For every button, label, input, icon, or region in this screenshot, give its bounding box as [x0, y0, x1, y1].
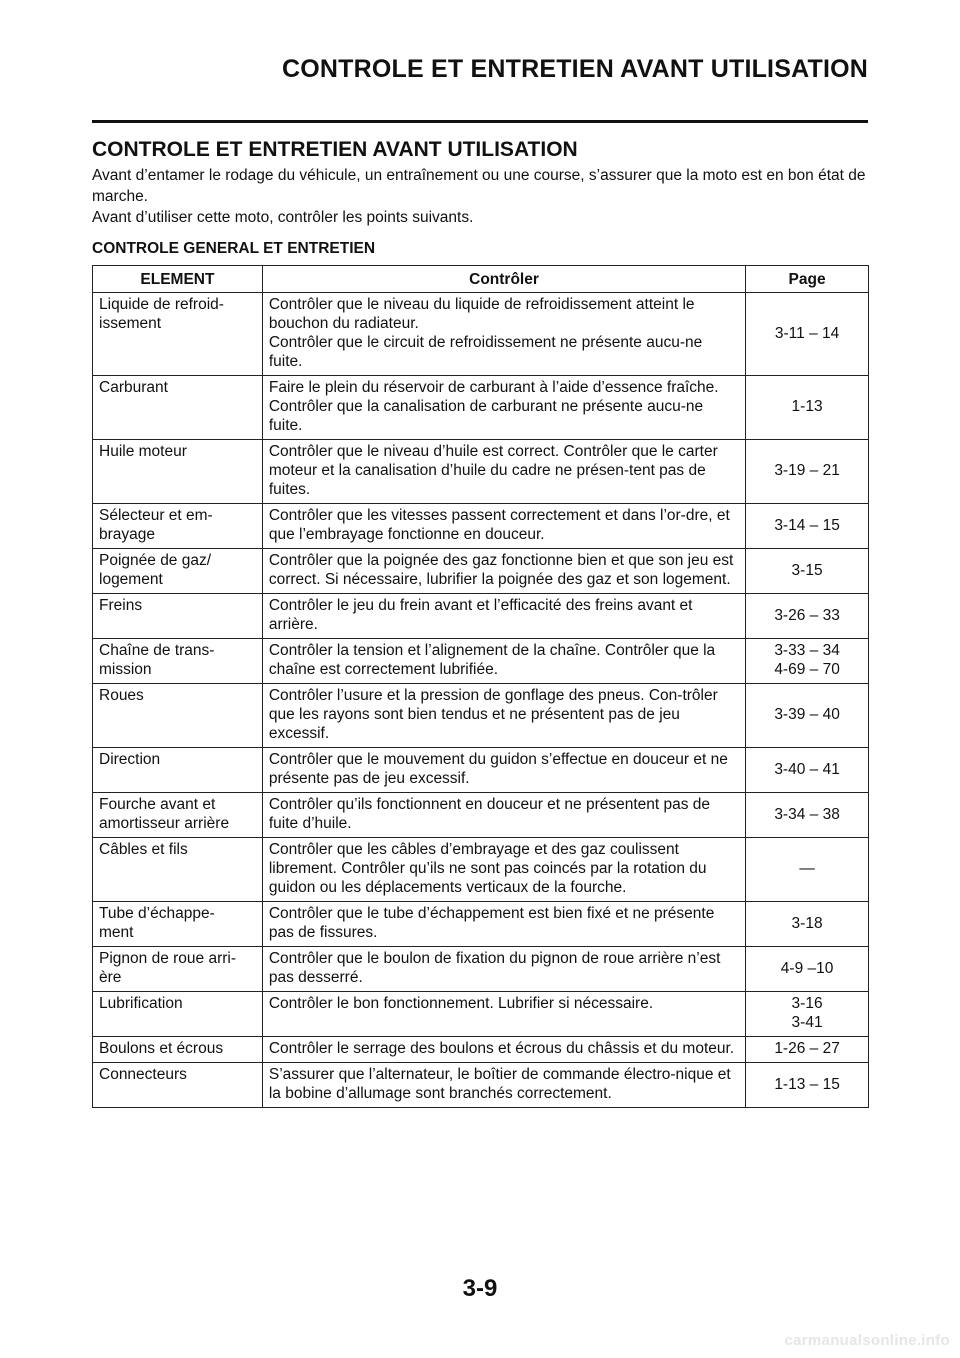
cell-page: 4-9 –10 [746, 947, 869, 992]
cell-control: Contrôler que la poignée des gaz fonctionne bien et que son jeu est correct. Si nécessaire, lubrifier la poignée des gaz et son logement. [262, 549, 745, 594]
table-row [93, 594, 869, 639]
table-row [93, 639, 869, 684]
cell-element: Liquide de refroid- issement [93, 293, 263, 376]
cell-control: Faire le plein du réservoir de carburant à l’aide d’essence fraîche. Contrôler que la canalisation de carburant ne présente aucu-ne fuite. [262, 376, 745, 440]
cell-page: 3-14 – 15 [746, 504, 869, 549]
running-header: CONTROLE ET ENTRETIEN AVANT UTILISATION [281, 55, 868, 83]
cell-page: 3-26 – 33 [746, 594, 869, 639]
table-row [93, 947, 869, 992]
cell-control: Contrôler l’usure et la pression de gonflage des pneus. Con-trôler que les rayons sont bien tendus et ne présentent pas de jeu excessif. [262, 684, 745, 748]
cell-control: Contrôler que le tube d’échappement est bien fixé et ne présente pas de fissures. [262, 902, 745, 947]
cell-element: Fourche avant et amortisseur arrière [93, 793, 263, 838]
cell-element: Pignon de roue arri- ère [93, 947, 263, 992]
cell-control: Contrôler que les vitesses passent correctement et dans l’or-dre, et que l’embrayage fonctionne en douceur. [262, 504, 745, 549]
column-header-page: Page [746, 266, 869, 293]
table-header-row [93, 266, 869, 293]
cell-element: Freins [93, 594, 263, 639]
table-row [93, 549, 869, 594]
page-number: 3-9 [462, 1275, 498, 1302]
cell-element: Lubrification [93, 992, 263, 1037]
cell-element: Huile moteur [93, 440, 263, 504]
cell-page: 1-13 – 15 [746, 1063, 869, 1108]
table-row [93, 793, 869, 838]
intro-paragraph: Avant d’utiliser cette moto, contrôler les points suivants. [92, 209, 474, 226]
cell-page: 1-26 – 27 [746, 1037, 869, 1063]
cell-page: 3-40 – 41 [746, 748, 869, 793]
cell-page: — [746, 838, 869, 902]
intro-text [92, 165, 868, 228]
cell-page: 3-11 – 14 [746, 293, 869, 376]
cell-element: Chaîne de trans- mission [93, 639, 263, 684]
cell-control: S’assurer que l’alternateur, le boîtier de commande électro-nique et la bobine d’allumage sont branchés correctement. [262, 1063, 745, 1108]
cell-control: Contrôler le serrage des boulons et écrous du châssis et du moteur. [262, 1037, 745, 1063]
cell-page: 3-19 – 21 [746, 440, 869, 504]
header-rule [92, 120, 868, 123]
table-body [93, 293, 869, 1108]
table-row [93, 748, 869, 793]
table-title: CONTROLE GENERAL ET ENTRETIEN [92, 240, 376, 257]
cell-control: Contrôler que le boulon de fixation du pignon de roue arrière n’est pas desserré. [262, 947, 745, 992]
cell-control: Contrôler que le niveau du liquide de refroidissement atteint le bouchon du radiateur. Contrôler que le circuit de refroidissement ne présente aucu-ne fuite. [262, 293, 745, 376]
cell-element: Direction [93, 748, 263, 793]
cell-control: Contrôler qu’ils fonctionnent en douceur et ne présentent pas de fuite d’huile. [262, 793, 745, 838]
table-row [93, 504, 869, 549]
cell-control: Contrôler que le niveau d’huile est correct. Contrôler que le carter moteur et la canalisation d’huile du cadre ne présen-tent pas de fuites. [262, 440, 745, 504]
table-row [93, 1037, 869, 1063]
cell-page: 1-13 [746, 376, 869, 440]
table-row [93, 1063, 869, 1108]
table-row [93, 684, 869, 748]
cell-control: Contrôler la tension et l’alignement de la chaîne. Contrôler que la chaîne est correctement lubrifiée. [262, 639, 745, 684]
cell-page: 3-16 3-41 [746, 992, 869, 1037]
cell-control: Contrôler le bon fonctionnement. Lubrifier si nécessaire. [262, 992, 745, 1037]
table-row [93, 902, 869, 947]
cell-page: 3-15 [746, 549, 869, 594]
cell-control: Contrôler que le mouvement du guidon s’effectue en douceur et ne présente pas de jeu excessif. [262, 748, 745, 793]
table-row [93, 293, 869, 376]
cell-page: 3-39 – 40 [746, 684, 869, 748]
cell-element: Sélecteur et em- brayage [93, 504, 263, 549]
cell-page: 3-18 [746, 902, 869, 947]
column-header-element: ELEMENT [93, 266, 263, 293]
table-row [93, 992, 869, 1037]
cell-page: 3-34 – 38 [746, 793, 869, 838]
cell-control: Contrôler que les câbles d’embrayage et des gaz coulissent librement. Contrôler qu’ils ne sont pas coincés par la rotation du guidon ou les déplacements verticaux de la fourche. [262, 838, 745, 902]
watermark: carmanualsonline.info [784, 1332, 950, 1349]
table-row [93, 376, 869, 440]
cell-element: Connecteurs [93, 1063, 263, 1108]
cell-element: Boulons et écrous [93, 1037, 263, 1063]
cell-element: Tube d’échappe- ment [93, 902, 263, 947]
column-header-control: Contrôler [262, 266, 745, 293]
cell-element: Câbles et fils [93, 838, 263, 902]
cell-element: Roues [93, 684, 263, 748]
intro-paragraph: Avant d’entamer le rodage du véhicule, un entraînement ou une course, s’assurer que la moto est en bon état de marche. [92, 167, 866, 205]
table-row [93, 838, 869, 902]
cell-control: Contrôler le jeu du frein avant et l’efficacité des freins avant et arrière. [262, 594, 745, 639]
section-title: CONTROLE ET ENTRETIEN AVANT UTILISATION [92, 138, 578, 161]
cell-element: Poignée de gaz/ logement [93, 549, 263, 594]
cell-element: Carburant [93, 376, 263, 440]
cell-page: 3-33 – 34 4-69 – 70 [746, 639, 869, 684]
inspection-table [92, 265, 869, 1108]
table-row [93, 440, 869, 504]
